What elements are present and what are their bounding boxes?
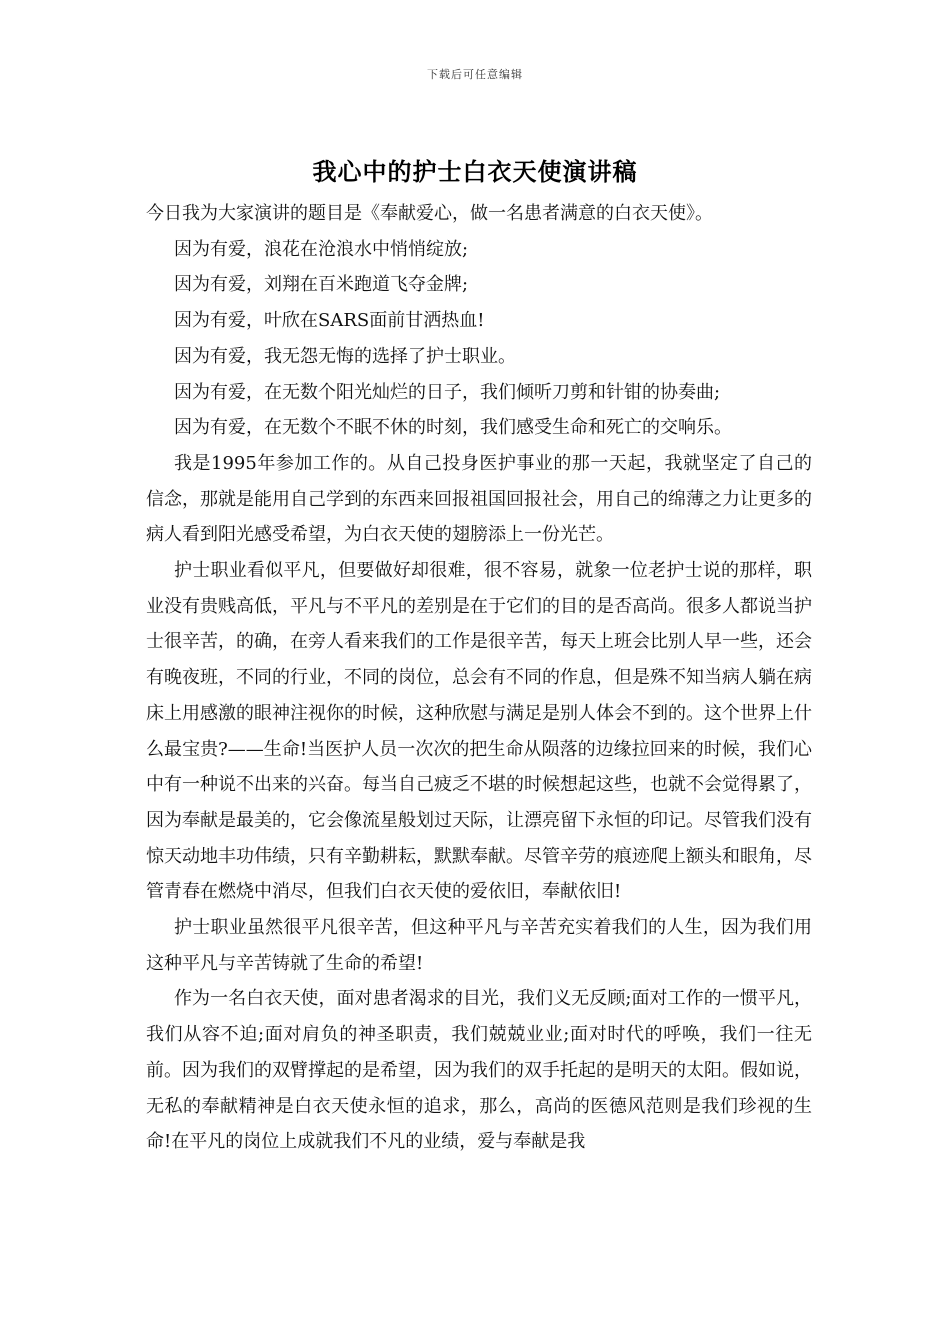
paragraph: 因为有爱，在无数个阳光灿烂的日子，我们倾听刀剪和针钳的协奏曲; bbox=[174, 381, 721, 403]
paragraph: 护士职业虽然很平凡很辛苦，但这种平凡与辛苦充实着我们的人生，因为我们用这种平凡与辛苦铸就了生命的希望! bbox=[146, 917, 812, 974]
paragraph: 因为有爱，在无数个不眠不休的时刻，我们感受生命和死亡的交响乐。 bbox=[174, 417, 732, 439]
header-note: 下载后可任意编辑 bbox=[427, 68, 523, 81]
paragraph: 我是1995年参加工作的。从自己投身医护事业的那一天起，我就坚定了自己的信念，那就是能用自己学到的东西来回报祖国回报社会，用自己的绵薄之力让更多的病人看到阳光感受希望，为白衣天使的翅膀添上一份光芒。 bbox=[146, 452, 812, 546]
paragraph: 因为有爱，我无怨无悔的选择了护士职业。 bbox=[174, 345, 516, 367]
paragraph: 因为有爱，叶欣在SARS面前甘洒热血! bbox=[174, 310, 485, 332]
paragraph-intro: 今日我为大家演讲的题目是《奉献爱心，做一名患者满意的白衣天使》。 bbox=[146, 203, 713, 224]
paragraph: 作为一名白衣天使，面对患者渴求的目光，我们义无反顾;面对工作的一惯平凡，我们从容不迫;面对肩负的神圣职责，我们兢兢业业;面对时代的呼唤，我们一往无前。因为我们的双臂撑起的是希望，因为我们的双手托起的是明天的太阳。假如说，无私的奉献精神是白衣天使永恒的追求，那么，高尚的医德风范则是我们珍视的生命!在平凡的岗位上成就我们不凡的业绩，爱与奉献是我 bbox=[146, 988, 812, 1153]
paragraph: 护士职业看似平凡，但要做好却很难，很不容易，就象一位老护士说的那样，职业没有贵贱高低，平凡与不平凡的差别是在于它们的目的是否高尚。很多人都说当护士很辛苦，的确，在旁人看来我们的工作是很辛苦，每天上班会比别人早一些，还会有晚夜班，不同的行业，不同的岗位，总会有不同的作息，但是殊不知当病人躺在病床上用感激的眼神注视你的时候，这种欣慰与满足是别人体会不到的。这个世界上什么最宝贵?——生命!当医护人员一次次的把生命从陨落的边缘拉回来的时候，我们心中有一种说不出来的兴奋。每当自己疲乏不堪的时候想起这些，也就不会觉得累了，因为奉献是最美的，它会像流星般划过天际，让漂亮留下永恒的印记。尽管我们没有惊天动地丰功伟绩，只有辛勤耕耘，默默奉献。尽管辛劳的痕迹爬上额头和眼角，尽管青春在燃烧中消尽，但我们白衣天使的爱依旧，奉献依旧! bbox=[146, 560, 812, 903]
document-title: 我心中的护士白衣天使演讲稿 bbox=[312, 158, 638, 186]
paragraph: 因为有爱，刘翔在百米跑道飞夺金牌; bbox=[174, 274, 469, 296]
document-body bbox=[146, 196, 812, 1160]
paragraph: 因为有爱，浪花在沧浪水中悄悄绽放; bbox=[174, 238, 469, 260]
